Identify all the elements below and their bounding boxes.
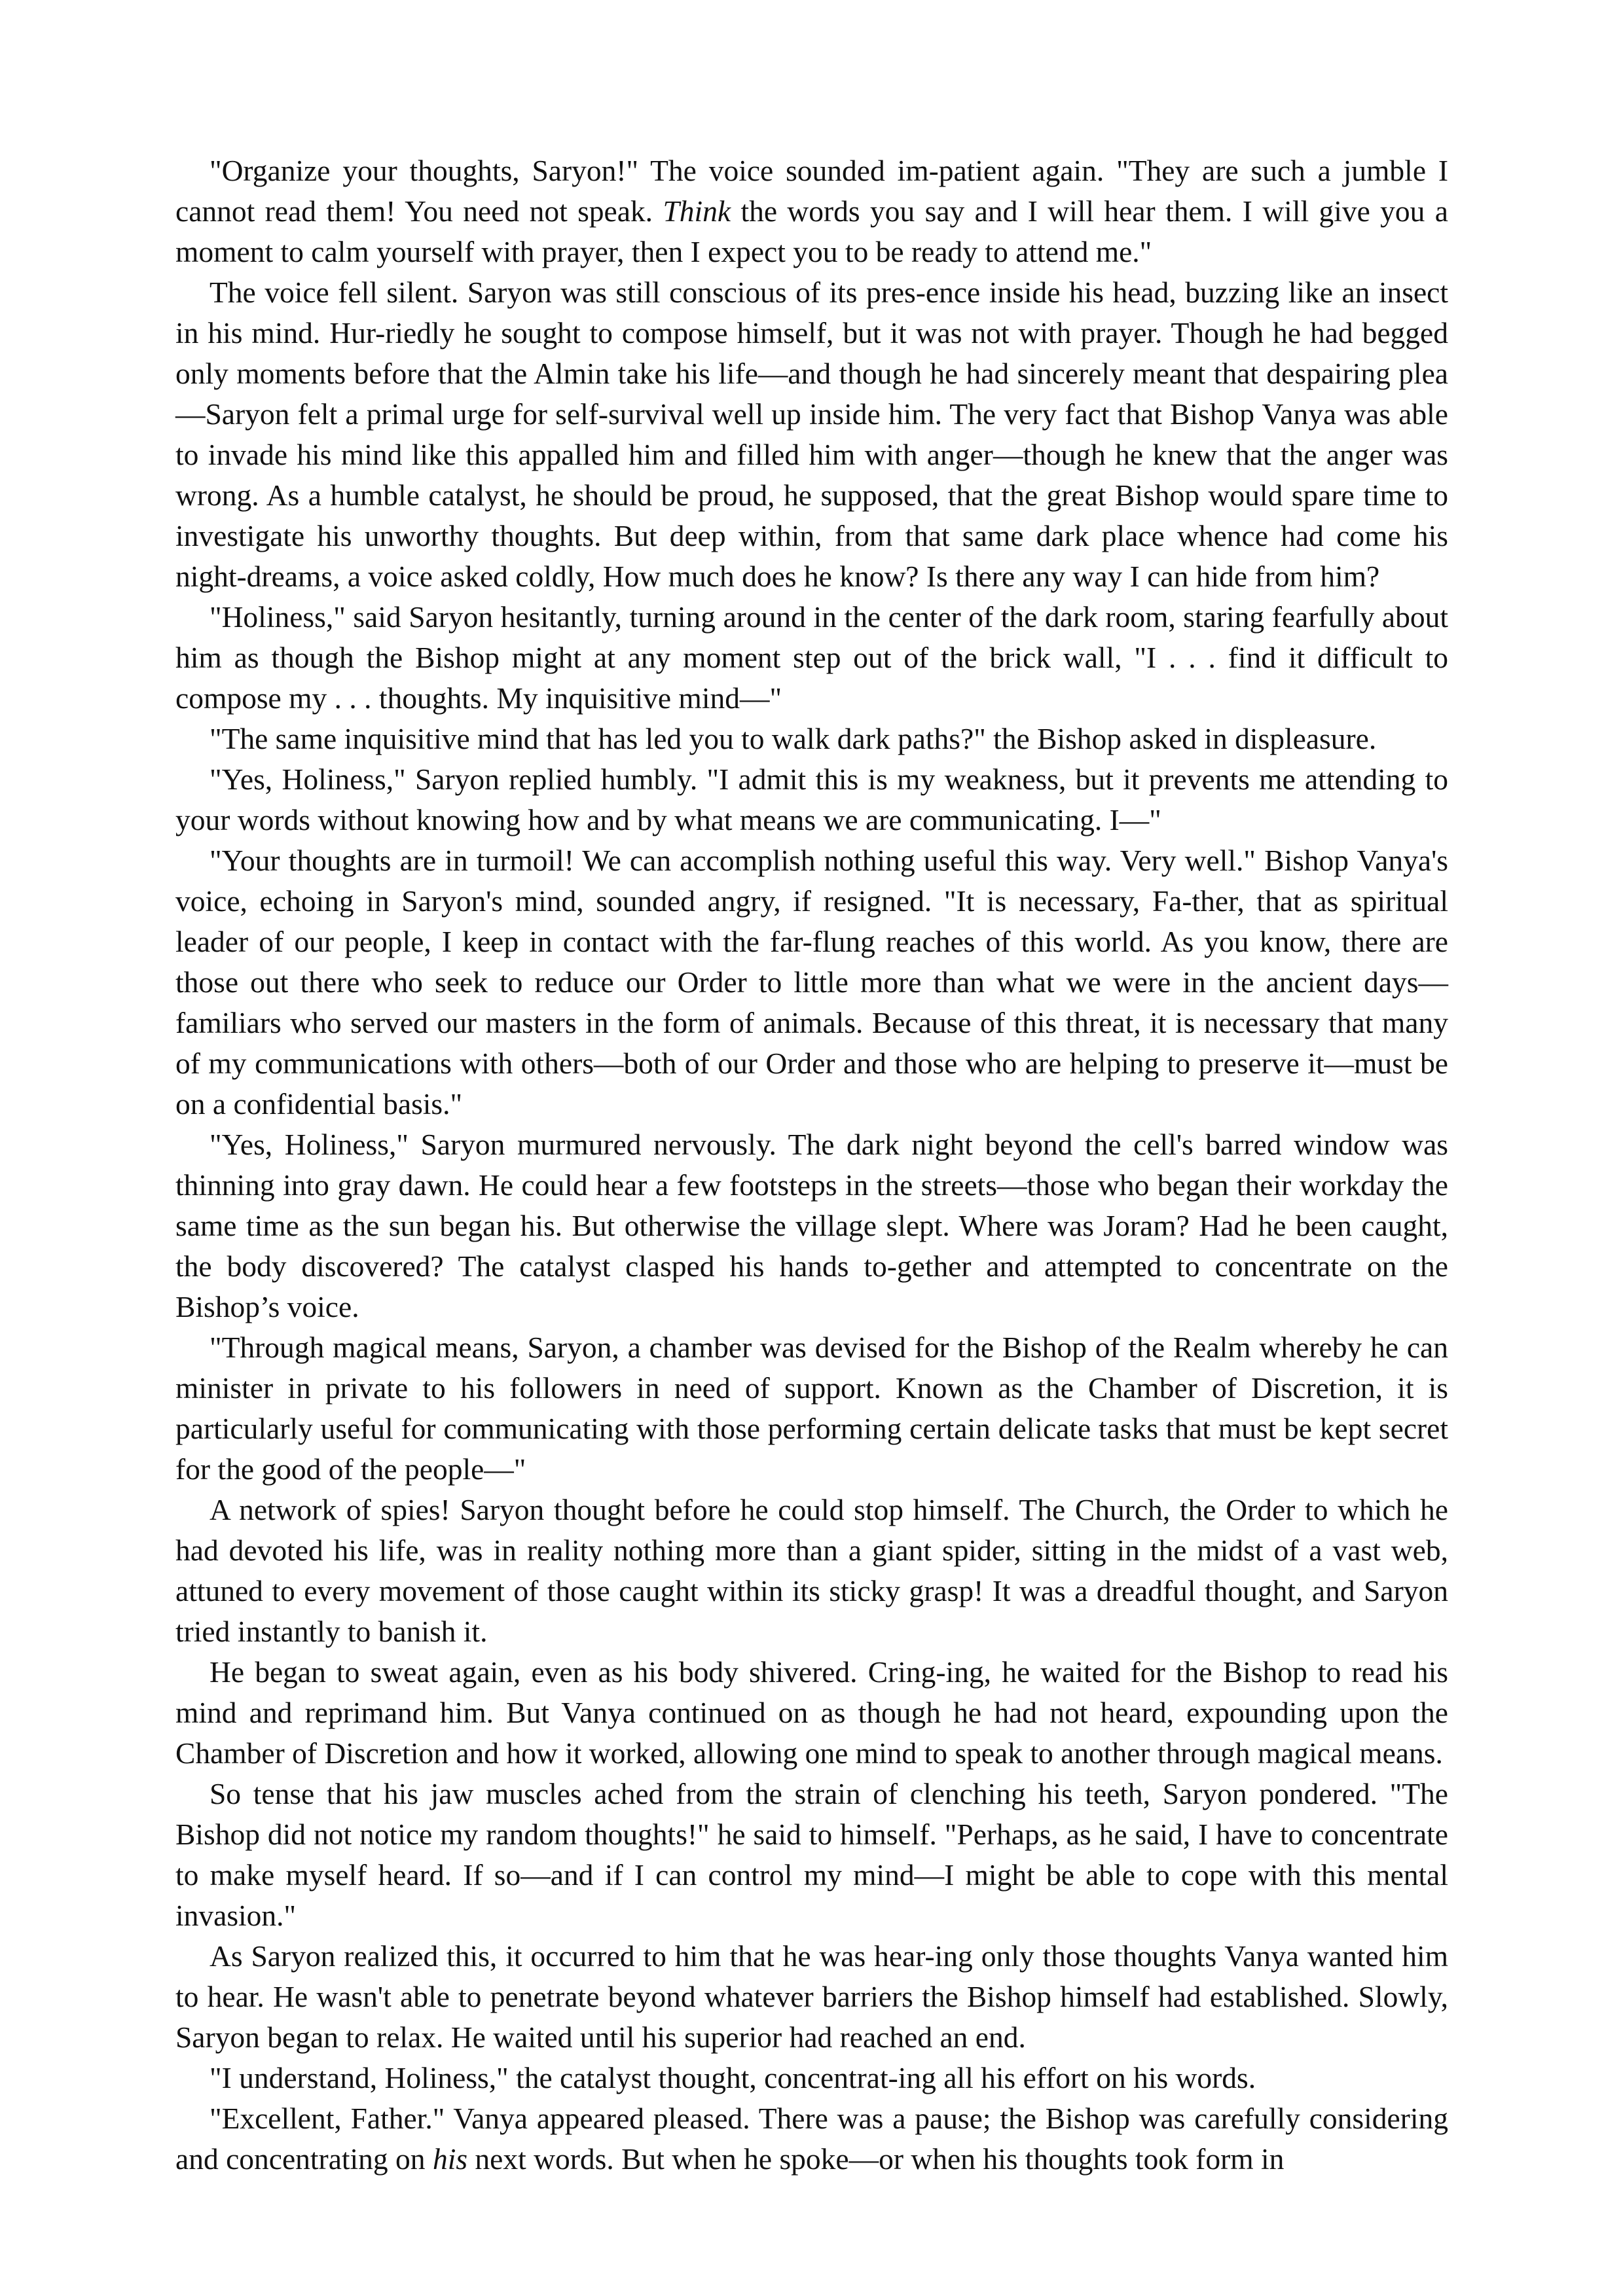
paragraph: "Through magical means, Saryon, a chamber was devised for the Bishop of the Realm whereby he can minister in private to his followers in need of support. Known as the Chamber of Discretion, it is particularly useful for communicating with those performing certain delicate tasks that must be kept secret for the good of the people—" bbox=[175, 1331, 1448, 1486]
paragraph: The voice fell silent. Saryon was still conscious of its pres-ence inside his head, buzzing like an insect in his mind. Hur-riedly he sought to compose himself, but it was not with prayer. Though he had begged only moments before that the Almin take his life—and though he had sincerely meant that despairing plea—Saryon felt a primal urge for self-survival well up inside him. The very fact that Bishop Vanya was able to invade his mind like this appalled him and filled him with anger—though he knew that the anger was wrong. As a humble catalyst, he should be proud, he supposed, that the great Bishop would spare time to investigate his unworthy thoughts. But deep within, from that same dark place whence had come his night-dreams, a voice asked coldly, How much does he know? Is there any way I can hide from him? bbox=[175, 276, 1448, 593]
document-page bbox=[175, 151, 1448, 2179]
paragraph: As Saryon realized this, it occurred to him that he was hear-ing only those thoughts Vanya wanted him to hear. He wasn't able to penetrate beyond whatever barriers the Bishop himself had established. Slowly, Saryon began to relax. He waited until his superior had reached an end. bbox=[175, 1939, 1448, 2054]
paragraph: "Yes, Holiness," Saryon murmured nervously. The dark night beyond the cell's barred window was thinning into gray dawn. He could hear a few footsteps in the streets—those who began their workday the same time as the sun began his. But otherwise the village slept. Where was Joram? Had he been caught, the body discovered? The catalyst clasped his hands to-gether and attempted to concentrate on the Bishop’s voice. bbox=[175, 1128, 1448, 1323]
paragraph: "Your thoughts are in turmoil! We can accomplish nothing useful this way. Very well." Bishop Vanya's voice, echoing in Saryon's mind, sounded angry, if resigned. "It is necessary, Fa-ther, that as spiritual leader of our people, I keep in contact with the far-flung reaches of this world. As you know, there are those out there who seek to reduce our Order to little more than what we were in the ancient days—familiars who served our masters in the form of animals. Because of this threat, it is necessary that many of my communications with others—both of our Order and those who are helping to preserve it—must be on a confidential basis." bbox=[175, 844, 1448, 1121]
paragraph: "Excellent, Father." Vanya appeared pleased. There was a pause; the Bishop was carefully considering and concentrating on his next words. But when he spoke—or when his thoughts took form in bbox=[175, 2102, 1448, 2176]
paragraph: "Holiness," said Saryon hesitantly, turning around in the center of the dark room, staring fearfully about him as though the Bishop might at any moment step out of the brick wall, "I . . . find it difficult to compose my . . . thoughts. My inquisitive mind—" bbox=[175, 600, 1448, 715]
paragraph: He began to sweat again, even as his body shivered. Cring-ing, he waited for the Bishop to read his mind and reprimand him. But Vanya continued on as though he had not heard, expounding upon the Chamber of Discretion and how it worked, allowing one mind to speak to another through magical means. bbox=[175, 1655, 1448, 1770]
paragraph: "Yes, Holiness," Saryon replied humbly. "I admit this is my weakness, but it prevents me attending to your words without knowing how and by what means we are communicating. I—" bbox=[175, 762, 1448, 836]
paragraph: "Organize your thoughts, Saryon!" The voice sounded im-patient again. "They are such a jumble I cannot read them! You need not speak. Think the words you say and I will hear them. I will give you a moment to calm yourself with prayer, then I expect you to be ready to attend me." bbox=[175, 154, 1448, 268]
paragraph: A network of spies! Saryon thought before he could stop himself. The Church, the Order to which he had devoted his life, was in reality nothing more than a giant spider, sitting in the midst of a vast web, attuned to every movement of those caught within its sticky grasp! It was a dreadful thought, and Saryon tried instantly to banish it. bbox=[175, 1493, 1448, 1648]
paragraph: "The same inquisitive mind that has led you to walk dark paths?" the Bishop asked in displeasure. bbox=[210, 722, 1377, 755]
paragraph: "I understand, Holiness," the catalyst thought, concentrat-ing all his effort on his words. bbox=[210, 2061, 1256, 2094]
paragraph: So tense that his jaw muscles ached from the strain of clenching his teeth, Saryon pondered. "The Bishop did not notice my random thoughts!" he said to himself. "Perhaps, as he said, I have to concentrate to make myself heard. If so—and if I can control my mind—I might be able to cope with this mental invasion." bbox=[175, 1777, 1448, 1932]
